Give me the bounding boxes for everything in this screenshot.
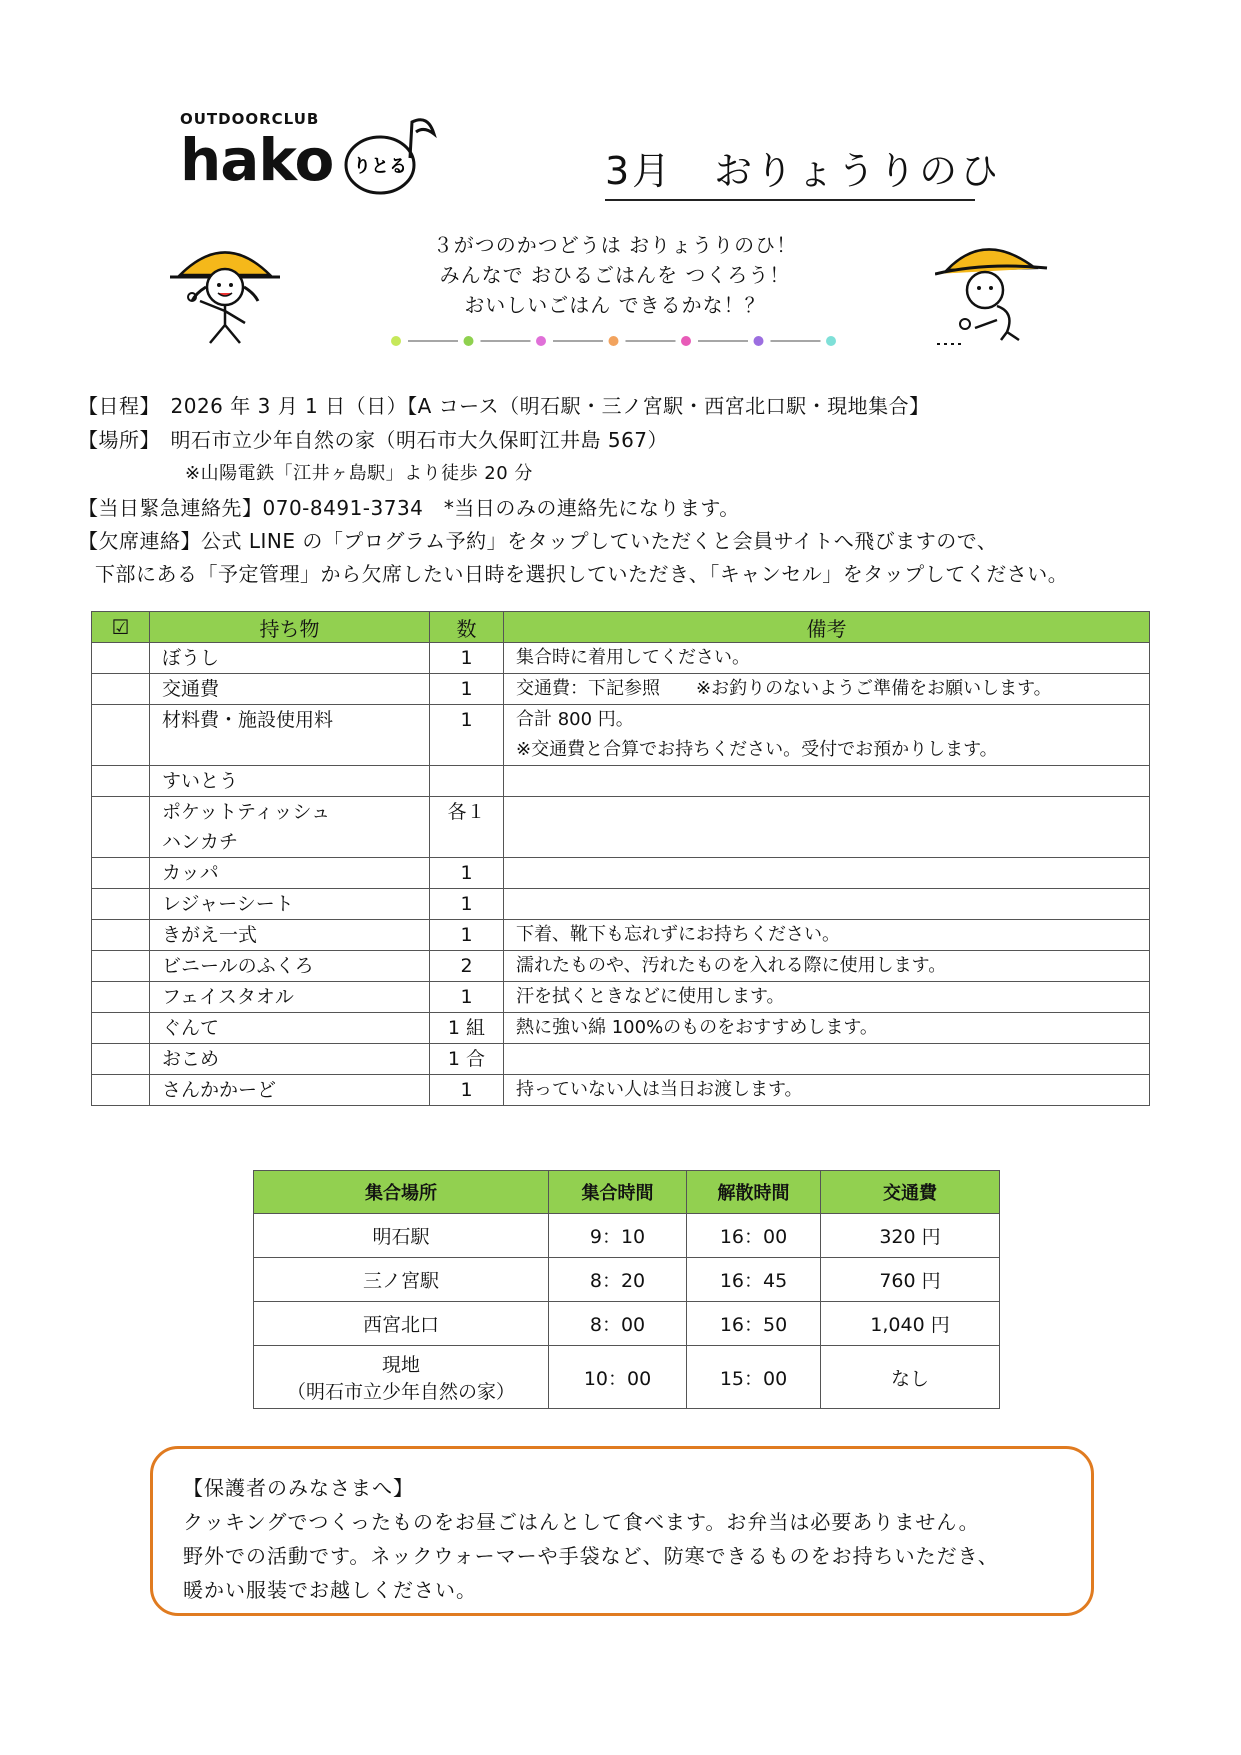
quantity-cell bbox=[430, 766, 504, 797]
table-row bbox=[254, 1258, 1000, 1302]
fare-cell bbox=[821, 1214, 1000, 1258]
quantity-cell bbox=[430, 1075, 504, 1106]
start-time-cell bbox=[549, 1258, 687, 1302]
quantity-cell-text: 2 bbox=[460, 955, 473, 977]
quantity-cell-text: 1 bbox=[460, 862, 473, 884]
quantity-cell bbox=[430, 951, 504, 982]
quantity-cell-text: 1 bbox=[460, 647, 473, 669]
notice-heading: 【保護者のみなさまへ】 bbox=[183, 1476, 414, 1500]
start-time-cell-text: 9：10 bbox=[589, 1226, 646, 1248]
music-note-icon bbox=[340, 110, 450, 200]
quantity-cell bbox=[430, 1013, 504, 1044]
quantity-cell bbox=[430, 1044, 504, 1075]
remarks-cell bbox=[504, 674, 1150, 705]
intro-line-3: おいしいごはん できるかな！？ bbox=[464, 293, 766, 317]
check-cell[interactable] bbox=[92, 982, 150, 1013]
fare-header: 交通費 bbox=[821, 1171, 1000, 1214]
place-cell-text: 明石駅 bbox=[372, 1226, 430, 1248]
item-name-cell-text: ぼうし bbox=[162, 647, 220, 669]
end-time-cell bbox=[687, 1302, 821, 1346]
logo-sub: りとる bbox=[353, 156, 407, 177]
check-cell[interactable] bbox=[92, 766, 150, 797]
check-cell[interactable] bbox=[92, 1044, 150, 1075]
child-chef-right-illustration bbox=[935, 240, 1055, 350]
belongings-table bbox=[91, 611, 1150, 1106]
quantity-cell-text: 1 bbox=[460, 986, 473, 1008]
table-row bbox=[92, 797, 1150, 858]
end-time-cell bbox=[687, 1258, 821, 1302]
remarks-cell-text: 合計 800 円。 bbox=[516, 709, 634, 730]
checkbox-header: ☑ bbox=[92, 612, 150, 643]
table-row bbox=[92, 643, 1150, 674]
table-header-row bbox=[92, 612, 1150, 643]
meeting-schedule-table bbox=[253, 1170, 1000, 1409]
item-header: 持ち物 bbox=[150, 612, 430, 643]
fare-cell-text: なし bbox=[890, 1367, 929, 1390]
table-row bbox=[92, 1013, 1150, 1044]
table-row bbox=[92, 951, 1150, 982]
start-time-cell bbox=[549, 1302, 687, 1346]
place-cell bbox=[254, 1258, 549, 1302]
item-name-cell-text: きがえ一式 bbox=[162, 924, 258, 946]
decorative-dot bbox=[609, 336, 619, 346]
place-cell bbox=[254, 1346, 549, 1409]
item-name-cell bbox=[150, 858, 430, 889]
absence-line-2: 下部にある「予定管理」から欠席したい日時を選択していただき、「キャンセル」をタップしてください。 bbox=[95, 562, 1069, 586]
table-row bbox=[92, 1075, 1150, 1106]
remarks-header: 備考 bbox=[504, 612, 1150, 643]
club-logo bbox=[180, 110, 450, 200]
absence-line-1: 【欠席連絡】公式 LINE の「プログラム予約」をタップしていただくと会員サイトへ飛びますので、 bbox=[78, 529, 998, 553]
decorative-dot bbox=[464, 336, 474, 346]
check-cell[interactable] bbox=[92, 858, 150, 889]
remarks-cell bbox=[504, 889, 1150, 920]
quantity-cell-text: 1 bbox=[460, 678, 473, 700]
item-name-cell bbox=[150, 797, 430, 858]
item-name-cell-text: ぐんて bbox=[162, 1017, 220, 1039]
table-row bbox=[254, 1346, 1000, 1409]
notice-line-1: クッキングでつくったものをお昼ごはんとして食べます。お弁当は必要ありません。 bbox=[183, 1510, 980, 1534]
decorative-dot bbox=[681, 336, 691, 346]
end-time-cell-text: 16：00 bbox=[719, 1226, 788, 1248]
item-name-cell-text: すいとう bbox=[162, 770, 239, 792]
place-cell bbox=[254, 1302, 549, 1346]
check-cell[interactable] bbox=[92, 643, 150, 674]
check-cell[interactable] bbox=[92, 705, 150, 766]
table-row bbox=[254, 1302, 1000, 1346]
item-name-cell bbox=[150, 889, 430, 920]
table-row bbox=[92, 1044, 1150, 1075]
notice-line-3: 暖かい服装でお越しください。 bbox=[183, 1578, 477, 1602]
meeting-place-header: 集合場所 bbox=[254, 1171, 549, 1214]
remarks-cell bbox=[504, 951, 1150, 982]
item-name-cell-text: 材料費・施設使用料 bbox=[162, 709, 334, 731]
start-time-cell-text: 10：00 bbox=[583, 1367, 652, 1390]
remarks-cell bbox=[504, 920, 1150, 951]
item-name-cell bbox=[150, 982, 430, 1013]
remarks-cell bbox=[504, 982, 1150, 1013]
item-name-cell-text: カッパ bbox=[162, 862, 219, 884]
item-name-cell-text: おこめ bbox=[162, 1048, 220, 1070]
quantity-cell-text: 1 合 bbox=[447, 1048, 486, 1070]
access-line: ※山陽電鉄「江井ヶ島駅」より徒歩 20 分 bbox=[185, 463, 533, 484]
fare-cell-text: 1,040 円 bbox=[870, 1314, 950, 1336]
quantity-cell-text: 1 bbox=[460, 924, 473, 946]
quantity-cell bbox=[430, 982, 504, 1013]
item-name-cell-text: フェイスタオル bbox=[162, 986, 294, 1008]
remarks-cell bbox=[504, 797, 1150, 858]
item-name-cell-text: 交通費 bbox=[162, 678, 220, 700]
remarks-cell-text: 熱に強い綿 100%のものをおすすめします。 bbox=[516, 1017, 878, 1038]
table-row bbox=[254, 1214, 1000, 1258]
quantity-cell bbox=[430, 920, 504, 951]
intro-line-2: みんなで おひるごはんを つくろう！ bbox=[439, 263, 791, 287]
remarks-cell-text: 持っていない人は当日お渡します。 bbox=[516, 1079, 803, 1100]
end-time-cell-text: 16：50 bbox=[719, 1314, 788, 1336]
check-cell[interactable] bbox=[92, 889, 150, 920]
item-name-cell-text: さんかかーど bbox=[162, 1079, 277, 1101]
remarks-cell-text: 下着、靴下も忘れずにお持ちください。 bbox=[516, 924, 840, 945]
decorative-dot bbox=[391, 336, 401, 346]
end-time-cell-text: 16：45 bbox=[719, 1270, 788, 1292]
remarks-cell bbox=[504, 705, 1150, 766]
quantity-cell bbox=[430, 674, 504, 705]
place-cell-text: 現地 bbox=[381, 1354, 420, 1376]
quantity-cell bbox=[430, 889, 504, 920]
table-header-row bbox=[254, 1171, 1000, 1214]
remarks-cell-text-2: ※交通費と合算でお持ちください。受付でお預かりします。 bbox=[516, 739, 998, 760]
quantity-header: 数 bbox=[430, 612, 504, 643]
item-name-cell bbox=[150, 674, 430, 705]
start-time-cell bbox=[549, 1214, 687, 1258]
remarks-cell bbox=[504, 643, 1150, 674]
item-name-cell bbox=[150, 705, 430, 766]
end-time-cell bbox=[687, 1214, 821, 1258]
decorative-dot-line bbox=[390, 334, 840, 348]
meeting-time-header: 集合時間 bbox=[549, 1171, 687, 1214]
table-row bbox=[92, 982, 1150, 1013]
dismissal-time-header: 解散時間 bbox=[687, 1171, 821, 1214]
schedule-line: 【日程】 2026 年 3 月 1 日（日）【A コース（明石駅・三ノ宮駅・西宮北口駅・現地集合】 bbox=[78, 394, 930, 418]
quantity-cell bbox=[430, 858, 504, 889]
decorative-dot bbox=[536, 336, 546, 346]
fare-cell bbox=[821, 1346, 1000, 1409]
table-row bbox=[92, 858, 1150, 889]
check-cell[interactable] bbox=[92, 951, 150, 982]
remarks-cell bbox=[504, 858, 1150, 889]
notice-line-2: 野外での活動です。ネックウォーマーや手袋など、防寒できるものをお持ちいただき、 bbox=[183, 1544, 999, 1568]
table-row bbox=[92, 889, 1150, 920]
table-row bbox=[92, 674, 1150, 705]
item-name-cell-text: レジャーシート bbox=[162, 893, 294, 915]
check-cell[interactable] bbox=[92, 1013, 150, 1044]
emergency-contact-line: 【当日緊急連絡先】070-8491-3734 *当日のみの連絡先になります。 bbox=[78, 496, 740, 520]
item-name-cell-text-2: ハンカチ bbox=[162, 831, 239, 853]
item-name-cell bbox=[150, 1013, 430, 1044]
check-cell[interactable] bbox=[92, 797, 150, 858]
table-row bbox=[92, 705, 1150, 766]
quantity-cell-text: 1 bbox=[460, 709, 473, 731]
remarks-cell bbox=[504, 1075, 1150, 1106]
check-cell[interactable] bbox=[92, 674, 150, 705]
quantity-cell bbox=[430, 705, 504, 766]
item-name-cell bbox=[150, 766, 430, 797]
fare-cell bbox=[821, 1302, 1000, 1346]
table-row bbox=[92, 920, 1150, 951]
remarks-cell bbox=[504, 1044, 1150, 1075]
check-cell[interactable] bbox=[92, 920, 150, 951]
quantity-cell-text: 1 bbox=[460, 1079, 473, 1101]
logo-name: hako bbox=[180, 126, 334, 194]
remarks-cell-text: 汗を拭くときなどに使用します。 bbox=[516, 986, 785, 1007]
end-time-cell-text: 15：00 bbox=[719, 1367, 788, 1390]
end-time-cell bbox=[687, 1346, 821, 1409]
start-time-cell bbox=[549, 1346, 687, 1409]
item-name-cell bbox=[150, 1044, 430, 1075]
quantity-cell bbox=[430, 797, 504, 858]
item-name-cell bbox=[150, 1075, 430, 1106]
item-name-cell bbox=[150, 920, 430, 951]
place-cell bbox=[254, 1214, 549, 1258]
remarks-cell-text: 集合時に着用してください。 bbox=[516, 647, 750, 668]
start-time-cell-text: 8：00 bbox=[589, 1314, 646, 1336]
intro-line-1: ３がつのかつどうは おりょうりのひ！ bbox=[432, 233, 798, 257]
remarks-cell bbox=[504, 766, 1150, 797]
fare-cell bbox=[821, 1258, 1000, 1302]
remarks-cell-text: 交通費：下記参照 ※お釣りのないようご準備をお願いします。 bbox=[516, 678, 1052, 699]
item-name-cell-text: ビニールのふくろ bbox=[162, 955, 314, 977]
place-line: 【場所】 明石市立少年自然の家（明石市大久保町江井島 567） bbox=[78, 428, 669, 452]
page-title: 3月 おりょうりのひ bbox=[605, 140, 975, 201]
quantity-cell bbox=[430, 643, 504, 674]
fare-cell-text: 320 円 bbox=[879, 1226, 941, 1248]
place-cell-text: 西宮北口 bbox=[362, 1314, 439, 1336]
quantity-cell-text: 1 bbox=[460, 893, 473, 915]
quantity-cell-text: 1 組 bbox=[447, 1017, 486, 1039]
decorative-dot bbox=[754, 336, 764, 346]
parent-notice-box bbox=[150, 1446, 1094, 1616]
table-row bbox=[92, 766, 1150, 797]
place-cell-text: 三ノ宮駅 bbox=[362, 1270, 439, 1292]
fare-cell-text: 760 円 bbox=[879, 1270, 941, 1292]
decorative-dot bbox=[826, 336, 836, 346]
start-time-cell-text: 8：20 bbox=[589, 1270, 646, 1292]
remarks-cell-text: 濡れたものや、汚れたものを入れる際に使用します。 bbox=[516, 955, 947, 976]
child-chef-left-illustration bbox=[170, 235, 280, 350]
intro-message bbox=[330, 230, 900, 320]
quantity-cell-text: 各１ bbox=[447, 801, 486, 823]
item-name-cell bbox=[150, 643, 430, 674]
check-cell[interactable] bbox=[92, 1075, 150, 1106]
item-name-cell bbox=[150, 951, 430, 982]
remarks-cell bbox=[504, 1013, 1150, 1044]
logo-tagline: OUTDOORCLUB bbox=[180, 110, 320, 128]
item-name-cell-text: ポケットティッシュ bbox=[162, 801, 331, 823]
place-cell-text-2: （明石市立少年自然の家） bbox=[286, 1381, 515, 1403]
